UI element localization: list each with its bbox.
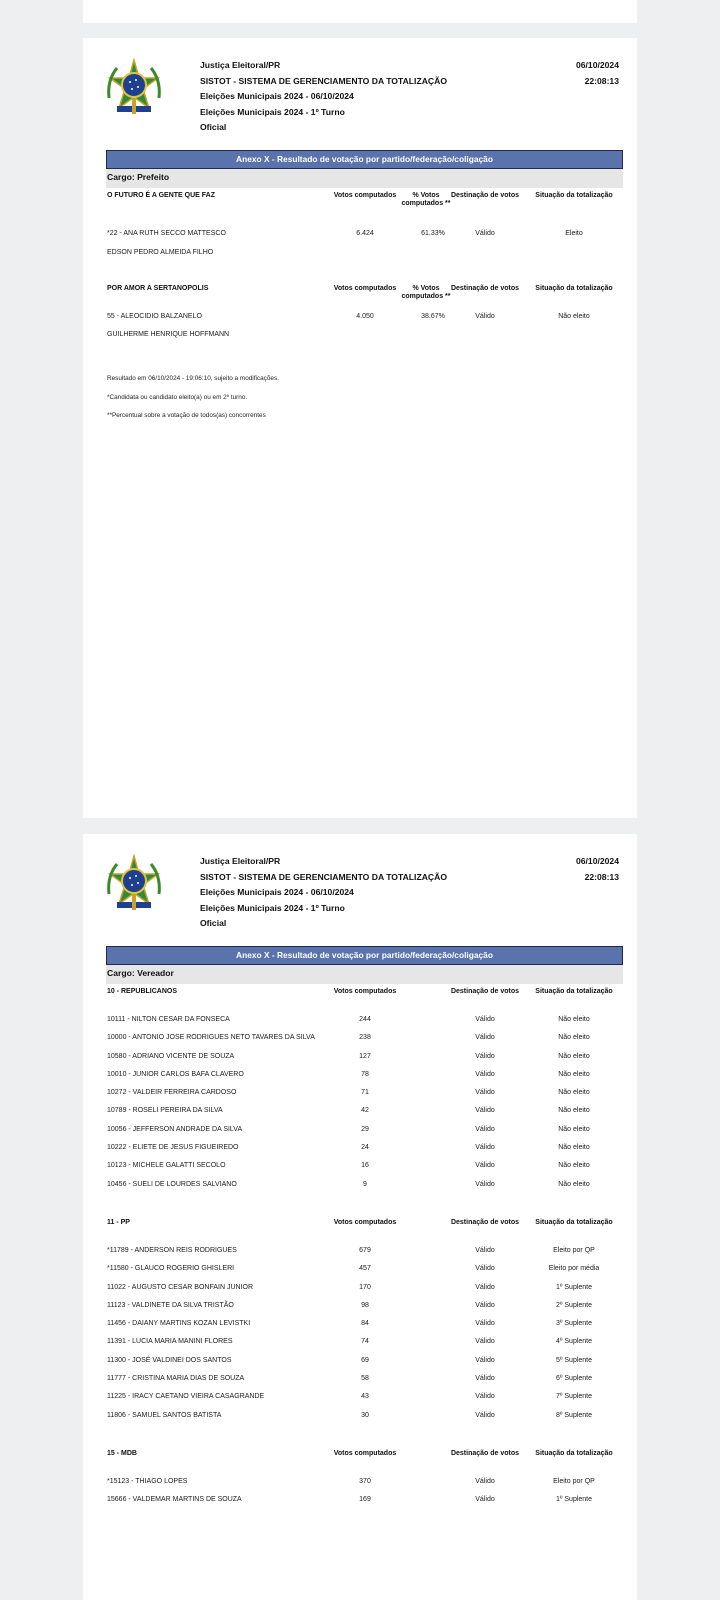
candidate-name: 11806 - SAMUEL SANTOS BATISTA (107, 1411, 222, 1419)
col-pct-header: % Votos computados ** (401, 192, 451, 207)
candidate-dest: Válido (475, 1477, 495, 1485)
election-name: Eleições Municipais 2024 - 06/10/2024 (200, 91, 354, 101)
candidate-dest: Válido (475, 1246, 495, 1254)
candidate-status: Não eleito (558, 313, 590, 320)
candidate-dest: Válido (475, 1070, 495, 1078)
candidate-votes: 98 (361, 1301, 369, 1309)
report-date: 06/10/2024 (575, 856, 619, 866)
col-sit-header: Situação da totalização (535, 988, 613, 995)
candidate-votes: 244 (359, 1016, 371, 1023)
candidate-row (83, 1034, 637, 1052)
candidate-votes: 71 (361, 1089, 369, 1097)
system-name: SISTOT - SISTEMA DE GERENCIAMENTO DA TOTALIZAÇÃO (200, 75, 447, 86)
candidate-name: 11456 - DAIANY MARTINS KOZAN LEVISTKI (107, 1320, 251, 1328)
candidate-votes: 9 (363, 1180, 367, 1188)
brazil-coat-of-arms-icon (103, 854, 165, 914)
candidate-dest: Válido (475, 1356, 495, 1364)
candidate-dest: Válido (475, 1301, 495, 1309)
candidate-name: 55 - ALEOCIDIO BALZANELO (107, 313, 202, 320)
system-name: SISTOT - SISTEMA DE GERENCIAMENTO DA TOTALIZAÇÃO (200, 871, 447, 882)
candidate-dest: Válido (475, 1144, 495, 1152)
candidate-name: 10010 - JUNIOR CARLOS BAFA CLAVERO (107, 1070, 244, 1078)
candidate-status: Eleito por QP (553, 1246, 595, 1254)
candidate-votes: 84 (361, 1320, 369, 1328)
election-name: Eleições Municipais 2024 - 06/10/2024 (200, 887, 354, 897)
candidate-row (83, 230, 637, 249)
candidate-row (83, 1412, 637, 1430)
candidate-status: 1º Suplente (555, 1283, 593, 1291)
annex-title: Anexo X - Resultado de votação por partido/federação/coligação (106, 946, 623, 965)
col-dest-header: Destinação de votos (450, 1449, 520, 1457)
col-votes-header: Votos computados (333, 192, 397, 199)
candidate-name: 11225 - IRACY CAETANO VIEIRA CASAGRANDE (107, 1393, 265, 1401)
org-name: Justiça Eleitoral/PR (200, 856, 281, 866)
candidate-row (83, 1496, 637, 1514)
candidate-dest: Válido (475, 1180, 495, 1188)
candidate-dest: Válido (475, 1411, 495, 1419)
col-dest-header: Destinação de votos (450, 1218, 520, 1226)
group-name: 11 - PP (107, 1218, 130, 1226)
header-text-block (200, 58, 447, 136)
candidate-name: 10222 - ELIETE DE JESUS FIGUEIREDO (107, 1144, 239, 1152)
group-name: O FUTURO É A GENTE QUE FAZ (107, 192, 215, 199)
candidate-row (83, 1247, 637, 1265)
candidate-dest: Válido (475, 230, 495, 237)
header-datetime (576, 854, 619, 885)
col-sit-header: Situação da totalização (535, 1449, 613, 1457)
col-sit-header: Situação da totalização (535, 192, 613, 199)
candidate-name: 10056 - JEFFERSON ANDRADE DA SILVA (107, 1125, 243, 1133)
candidate-votes: 370 (359, 1477, 371, 1485)
col-sit-header: Situação da totalização (535, 285, 613, 292)
candidate-votes: 457 (359, 1265, 371, 1273)
candidate-votes: 42 (361, 1107, 369, 1115)
vice-row (83, 249, 637, 279)
group-spacer (83, 1199, 637, 1215)
candidate-row (83, 1265, 637, 1283)
candidate-status: 8º Suplente (555, 1411, 593, 1419)
candidate-dest: Válido (475, 1265, 495, 1273)
candidate-name: *22 - ANA RUTH SECCO MATTESCO (107, 230, 226, 237)
candidate-pct: 61.33% (421, 230, 445, 237)
candidate-status: 5º Suplente (555, 1356, 593, 1364)
candidate-name: *11580 - GLAUCO ROGERIO GHISLERI (107, 1265, 235, 1273)
cargo-title: Cargo: Vereador (106, 965, 623, 984)
election-round: Eleições Municipais 2024 - 1º Turno (200, 902, 345, 913)
candidate-row (83, 1071, 637, 1089)
col-dest-header: Destinação de votos (450, 988, 520, 995)
vereador-results (83, 984, 637, 1531)
footnote-timestamp: Resultado em 06/10/2024 - 19:06:10, sujeito a modificações. (107, 375, 279, 382)
candidate-status: Não eleito (558, 1162, 590, 1170)
document-page-prefeito (83, 38, 637, 818)
candidate-status: 6º Suplente (555, 1375, 593, 1383)
vice-row (83, 331, 637, 349)
group-name: 10 - REPUBLICANOS (107, 988, 178, 995)
col-votes-header: Votos computados (333, 1218, 397, 1226)
candidate-name: 10580 - ADRIANO VICENTE DE SOUZA (107, 1052, 235, 1060)
candidate-dest: Válido (475, 1393, 495, 1401)
candidate-row (83, 1144, 637, 1162)
report-status: Oficial (200, 918, 227, 928)
page-header (83, 834, 637, 946)
candidate-votes: 43 (361, 1393, 369, 1401)
candidate-status: 1º Suplente (555, 1496, 593, 1504)
candidate-dest: Válido (475, 1125, 495, 1133)
candidate-status: Não eleito (558, 1016, 590, 1023)
candidate-votes: 127 (359, 1052, 371, 1060)
candidate-name: 10000 - ANTONIO JOSE RODRIGUES NETO TAVARES DA SILVA (107, 1034, 315, 1042)
candidate-name: 10123 - MICHELE GALATTI SECOLO (107, 1162, 226, 1170)
candidate-dest: Válido (475, 1496, 495, 1504)
candidate-row (83, 1393, 637, 1411)
candidate-status: 3º Suplente (555, 1320, 593, 1328)
candidate-status: Não eleito (558, 1144, 590, 1152)
candidate-name: *15123 - THIAGO LOPES (107, 1477, 188, 1485)
candidate-votes: 6.424 (356, 230, 374, 237)
candidate-dest: Válido (475, 1089, 495, 1097)
candidate-pct: 38.67% (421, 313, 445, 320)
candidate-row (83, 1053, 637, 1071)
group-header (83, 1446, 637, 1478)
candidate-status: 7º Suplente (555, 1393, 593, 1401)
annex-title: Anexo X - Resultado de votação por partido/federação/coligação (106, 150, 623, 169)
election-round: Eleições Municipais 2024 - 1º Turno (200, 106, 345, 117)
group-header (83, 984, 637, 1016)
candidate-status: 4º Suplente (555, 1338, 593, 1346)
candidate-name: 10111 - NILTON CESAR DA FONSECA (107, 1016, 230, 1023)
candidate-status: Eleito por QP (553, 1477, 595, 1485)
candidate-status: Não eleito (558, 1070, 590, 1078)
candidate-row (83, 1284, 637, 1302)
col-dest-header: Destinação de votos (450, 285, 520, 292)
candidate-row (83, 1357, 637, 1375)
candidate-dest: Válido (475, 313, 495, 320)
candidate-votes: 169 (359, 1496, 371, 1504)
candidate-status: Não eleito (558, 1034, 590, 1042)
candidate-dest: Válido (475, 1107, 495, 1115)
candidate-status: Não eleito (558, 1180, 590, 1188)
col-dest-header: Destinação de votos (450, 192, 520, 199)
col-votes-header: Votos computados (333, 1449, 397, 1457)
candidate-row (83, 1107, 637, 1125)
candidate-status: Eleito por média (548, 1265, 600, 1273)
candidate-row (83, 1181, 637, 1199)
candidate-dest: Válido (475, 1375, 495, 1383)
candidate-status: Não eleito (558, 1089, 590, 1097)
candidate-name: 10456 - SUELI DE LOURDES SALVIANO (107, 1180, 237, 1188)
group-spacer (83, 1430, 637, 1446)
header-text-block (200, 854, 447, 932)
col-sit-header: Situação da totalização (535, 1218, 613, 1226)
candidate-status: Eleito (565, 230, 583, 237)
candidate-votes: 679 (359, 1246, 371, 1254)
report-time: 22:08:13 (584, 75, 619, 86)
candidate-status: Não eleito (558, 1125, 590, 1133)
candidate-row (83, 1016, 637, 1034)
page-header (83, 38, 637, 150)
org-name: Justiça Eleitoral/PR (200, 60, 281, 70)
candidate-dest: Válido (475, 1338, 495, 1346)
group-name: POR AMOR A SERTANOPOLIS (107, 285, 209, 292)
candidate-votes: 238 (359, 1034, 371, 1042)
candidate-status: Não eleito (558, 1107, 590, 1115)
report-time: 22:08:13 (584, 871, 619, 882)
candidate-name: 15666 - VALDEMAR MARTINS DE SOUZA (107, 1496, 242, 1504)
candidate-row (83, 1478, 637, 1496)
candidate-row (83, 1375, 637, 1393)
candidate-row (83, 1126, 637, 1144)
cargo-title: Cargo: Prefeito (106, 169, 623, 188)
candidate-row (83, 1162, 637, 1180)
candidate-row (83, 1320, 637, 1338)
candidate-votes: 4.050 (356, 313, 374, 320)
candidate-name: 11777 - CRISTINA MARIA DIAS DE SOUZA (107, 1375, 245, 1383)
candidate-status: 2º Suplente (555, 1301, 593, 1309)
candidate-dest: Válido (475, 1034, 495, 1042)
candidate-row (83, 1302, 637, 1320)
candidate-dest: Válido (475, 1320, 495, 1328)
group-header (83, 188, 637, 230)
col-pct-header: % Votos computados ** (401, 285, 451, 300)
candidate-name: 10789 - ROSELI PEREIRA DA SILVA (107, 1107, 223, 1115)
candidate-votes: 69 (361, 1356, 369, 1364)
candidate-votes: 30 (361, 1411, 369, 1419)
footnote-elected: *Candidata ou candidato eleito(a) ou em 2º turno. (107, 394, 248, 401)
header-datetime (576, 58, 619, 89)
group-name: 15 - MDB (107, 1449, 137, 1457)
candidate-row (83, 1089, 637, 1107)
group-header (83, 279, 637, 313)
candidate-votes: 170 (359, 1283, 371, 1291)
candidate-status: Não eleito (558, 1052, 590, 1060)
footnotes (83, 349, 637, 419)
candidate-name: 10272 - VALDEIR FERREIRA CARDOSO (107, 1089, 237, 1097)
candidate-name: 11123 - VALDINETE DA SILVA TRISTÃO (107, 1301, 234, 1309)
report-status: Oficial (200, 122, 227, 132)
candidate-votes: 74 (361, 1338, 369, 1346)
footnote-percent: **Percentual sobre a votação de todos(as) concorrentes (107, 412, 266, 419)
vice-name: GUILHERME HENRIQUE HOFFMANN (107, 331, 230, 338)
report-date: 06/10/2024 (575, 60, 619, 70)
previous-page-fragment (83, 0, 637, 23)
candidate-dest: Válido (475, 1016, 495, 1023)
group-spacer (83, 1515, 637, 1531)
candidate-name: 11300 - JOSÉ VALDINEI DOS SANTOS (107, 1356, 232, 1364)
vice-name: EDSON PEDRO ALMEIDA FILHO (107, 249, 214, 256)
candidate-row (83, 1338, 637, 1356)
candidate-name: *11789 - ANDERSON REIS RODRIGUES (107, 1246, 237, 1254)
col-votes-header: Votos computados (333, 988, 397, 995)
candidate-dest: Válido (475, 1283, 495, 1291)
candidate-row (83, 313, 637, 331)
candidate-name: 11391 - LUCIA MARIA MANINI FLORES (107, 1338, 233, 1346)
candidate-dest: Válido (475, 1162, 495, 1170)
candidate-votes: 58 (361, 1375, 369, 1383)
candidate-votes: 78 (361, 1070, 369, 1078)
candidate-votes: 16 (361, 1162, 369, 1170)
col-votes-header: Votos computados (333, 285, 397, 292)
candidate-votes: 24 (361, 1144, 369, 1152)
document-page-vereador (83, 834, 637, 1600)
brazil-coat-of-arms-icon (103, 58, 165, 118)
candidate-votes: 29 (361, 1125, 369, 1133)
candidate-dest: Válido (475, 1052, 495, 1060)
candidate-name: 11022 - AUGUSTO CESAR BONFAIN JUNIOR (107, 1283, 254, 1291)
group-header (83, 1215, 637, 1247)
